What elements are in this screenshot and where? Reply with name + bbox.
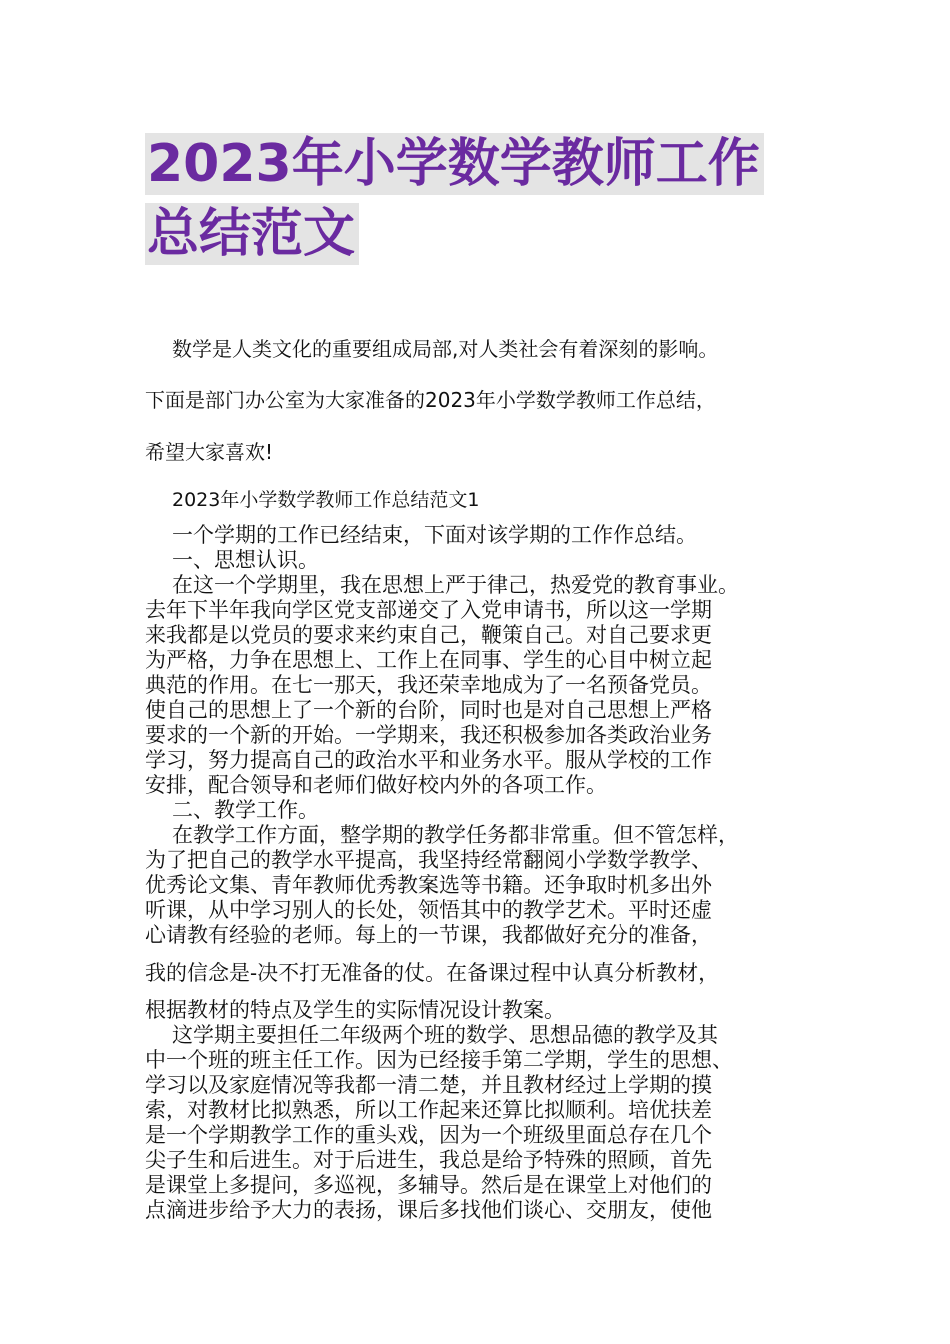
body-line-15: 优秀论文集、青年教师优秀教案选等书籍。还争取时机多出外 [145, 873, 712, 897]
body-line-6: 为严格，力争在思想上、工作上在同事、学生的心目中树立起 [145, 648, 712, 672]
body-line-7: 典范的作用。在七一那天，我还荣幸地成为了一名预备党员。 [145, 673, 712, 697]
body-line-5: 来我都是以党员的要求来约束自己，鞭策自己。对自己要求更 [145, 623, 712, 647]
body-line-27: 点滴进步给予大力的表扬，课后多找他们谈心、交朋友，使他 [145, 1198, 712, 1222]
body-line-1: 一个学期的工作已经结束，下面对该学期的工作作总结。 [172, 523, 697, 547]
body-line-16: 听课，从中学习别人的长处，领悟其中的教学艺术。平时还虚 [145, 898, 712, 922]
body-line-4: 去年下半年我向学区党支部递交了入党申请书，所以这一学期 [145, 598, 712, 622]
document-title-line-1: 2023年小学数学教师工作 [145, 133, 764, 195]
body-line-25: 尖子生和后进生。对于后进生，我总是给予特殊的照顾，首先 [145, 1148, 712, 1172]
document-title-line-2: 总结范文 [145, 203, 359, 265]
body-line-14: 为了把自己的教学水平提高，我坚持经常翻阅小学数学教学、 [145, 848, 712, 872]
body-line-8: 使自己的思想上了一个新的台阶，同时也是对自己思想上严格 [145, 698, 712, 722]
body-line-17: 心请教有经验的老师。每上的一节课，我都做好充分的准备， [145, 923, 712, 947]
section-heading-1: 一、思想认识。 [172, 548, 319, 572]
body-line-19: 根据教材的特点及学生的实际情况设计教案。 [145, 998, 565, 1022]
body-line-13: 在教学工作方面，整学期的教学任务都非常重。但不管怎样， [172, 823, 739, 847]
body-line-23: 索，对教材比拟熟悉，所以工作起来还算比拟顺利。培优扶差 [145, 1098, 712, 1122]
body-line-26: 是课堂上多提问，多巡视，多辅导。然后是在课堂上对他们的 [145, 1173, 712, 1197]
intro-line-1: 数学是人类文化的重要组成局部,对人类社会有着深刻的影响。 [172, 337, 719, 361]
body-line-20: 这学期主要担任二年级两个班的数学、思想品德的教学及其 [172, 1023, 718, 1047]
body-line-3: 在这一个学期里，我在思想上严于律己，热爱党的教育事业。 [172, 573, 739, 597]
section-heading-2: 二、教学工作。 [172, 798, 319, 822]
body-line-24: 是一个学期教学工作的重头戏，因为一个班级里面总存在几个 [145, 1123, 712, 1147]
body-line-18: 我的信念是-决不打无准备的仗。在备课过程中认真分析教材， [145, 961, 720, 985]
intro-line-2: 下面是部门办公室为大家准备的2023年小学数学教师工作总结， [145, 388, 716, 412]
body-line-21: 中一个班的班主任工作。因为已经接手第二学期，学生的思想、 [145, 1048, 733, 1072]
body-line-10: 学习，努力提高自己的政治水平和业务水平。服从学校的工作 [145, 748, 712, 772]
intro-line-3: 希望大家喜欢! [145, 440, 274, 464]
body-line-11: 安排，配合领导和老师们做好校内外的各项工作。 [145, 773, 607, 797]
body-line-22: 学习以及家庭情况等我都一清二楚，并且教材经过上学期的摸 [145, 1073, 712, 1097]
section-subtitle: 2023年小学数学教师工作总结范文1 [172, 489, 480, 511]
body-line-9: 要求的一个新的开始。一学期来，我还积极参加各类政治业务 [145, 723, 712, 747]
